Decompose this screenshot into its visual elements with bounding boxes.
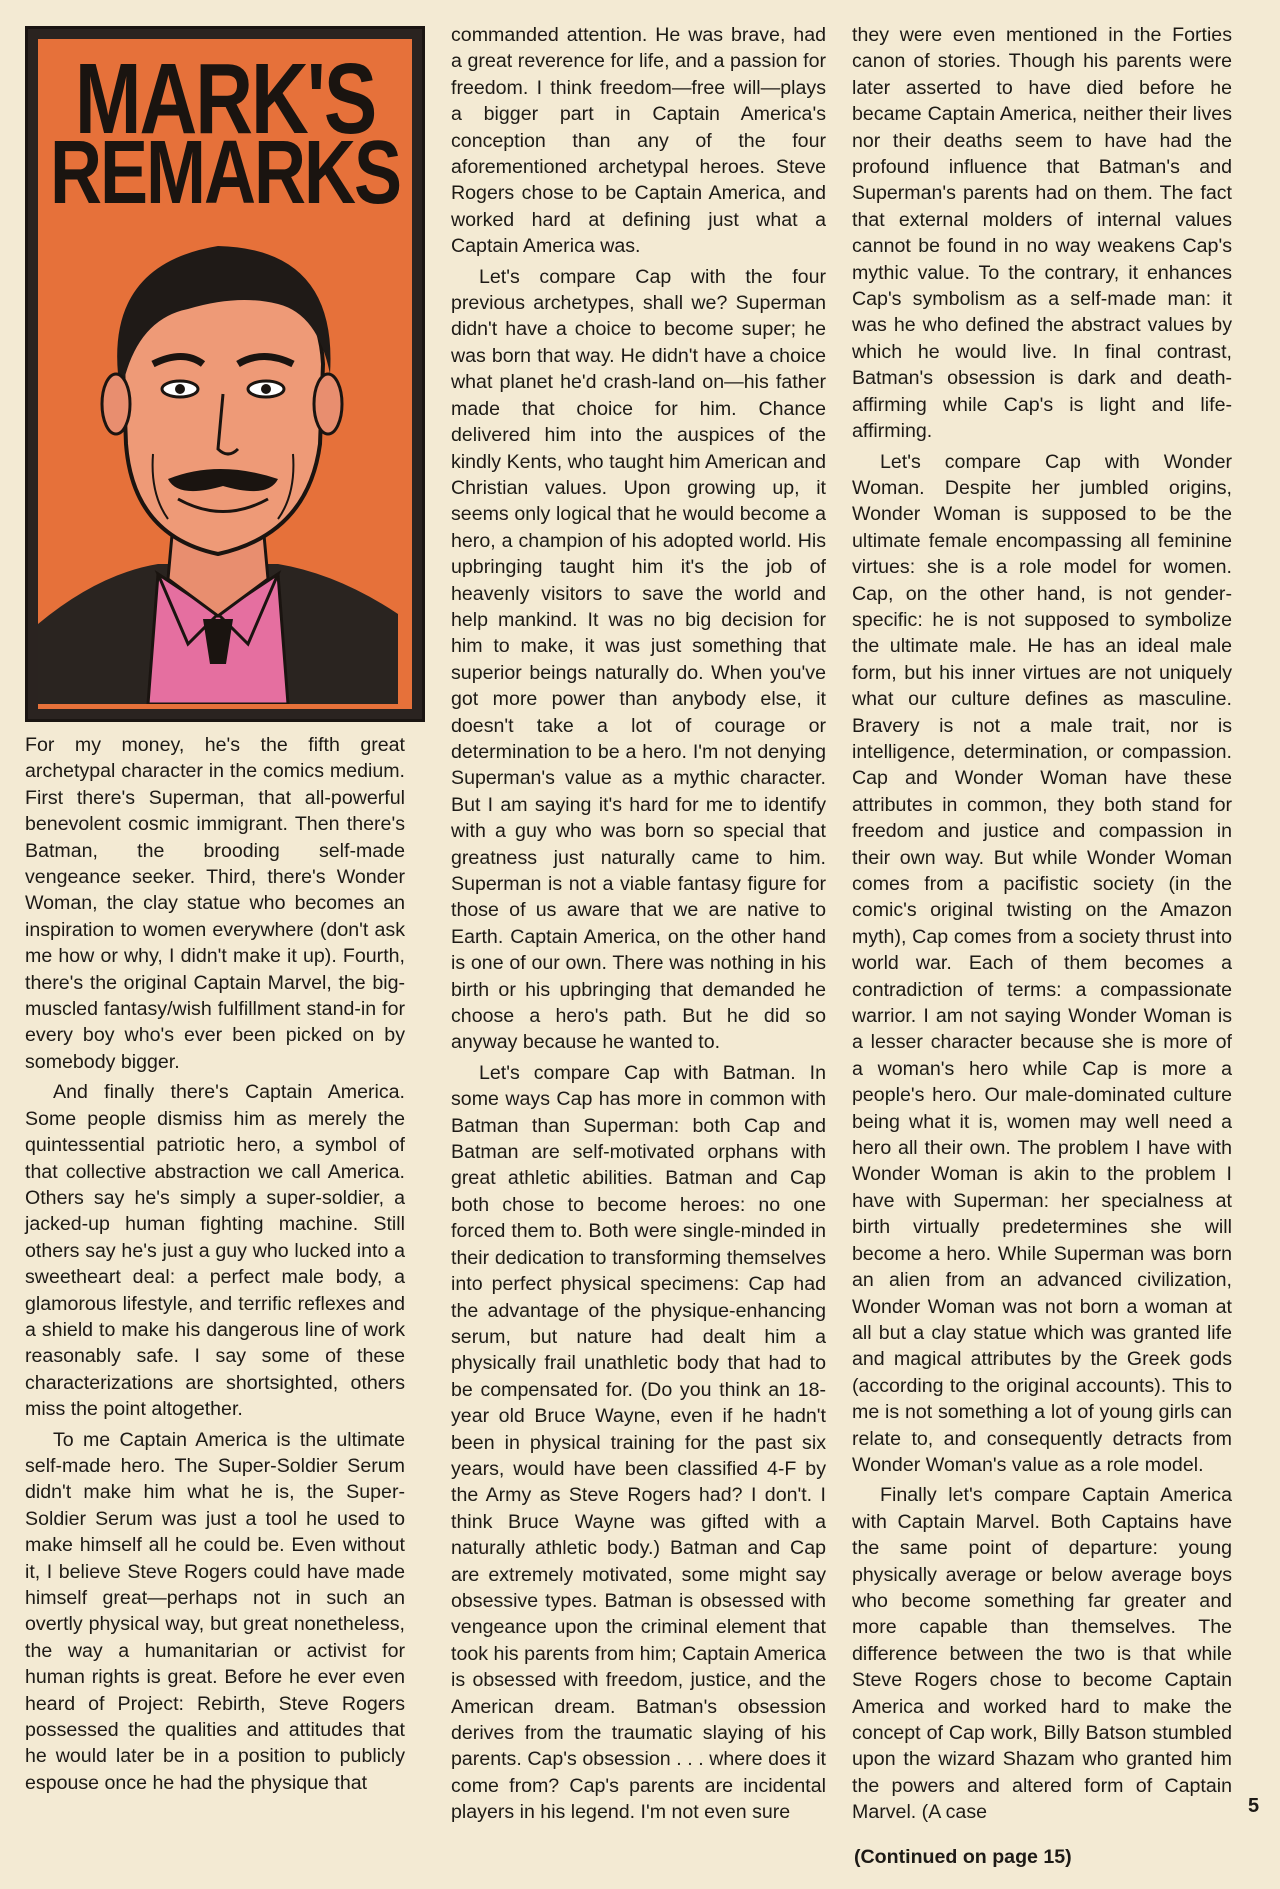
paragraph: Finally let's compare Captain America with Captain Marvel. Both Captains have the same point of departure: young physically average or below average boys who become something far greater and more capable than themselves. The difference between the two is that while Steve Rogers chose to become Captain America and worked hard to make the concept of Cap work, Billy Batson stumbled upon the wizard Shazam who granted him the powers and altered form of Captain Marvel. (A case (852, 1484, 1232, 1824)
continued-note: (Continued on page 15) (854, 1846, 1072, 1868)
article-column-3 (852, 22, 1232, 1830)
paragraph: And finally there's Captain America. Some people dismiss him as merely the quintessential patriotic hero, a symbol of that collective abstraction we call America. Others say he's simply a super-soldier, a jacked-up human fighting machine. Still others say he's just a guy who lucked into a sweetheart deal: a perfect male body, a glamorous lifestyle, and terrific reflexes and a shield to make his dangerous line of work reasonably safe. I say some of these characterizations are shortsighted, others miss the point altogether. (25, 1081, 405, 1421)
paragraph: For my money, he's the fifth great archetypal character in the comics medium. First there's Superman, that all-powerful benevolent cosmic immigrant. Then there's Batman, the brooding self-made vengeance seeker. Third, there's Wonder Woman, the clay statue who becomes an inspiration to women everywhere (don't ask me how or why, I didn't make it up). Fourth, there's the original Captain Marvel, the big-muscled fantasy/wish fulfillment stand-in for every boy who's ever been picked on by somebody bigger. (25, 734, 405, 1073)
paragraph: Let's compare Cap with Batman. In some ways Cap has more in common with Batman than Superman: both Cap and Batman are self-motivated orphans with great athletic abilities. Batman and Cap both chose to become heroes: no one forced them to. Both were single-minded in their dedication to transforming themselves into perfect physical specimens: Cap had the advantage of the physique-enhancing serum, but nature had dealt him a physically frail unathletic body that had to be compensated for. (Do you think an 18-year old Bruce Wayne, even if he hadn't been in physical training for the past six years, would have been classified 4-F by the Army as Steve Rogers had? I don't. I think Bruce Wayne was gifted with a naturally athletic body.) Batman and Cap are extremely motivated, some might say obsessive types. Batman is obsessed with vengeance upon the criminal element that took his parents from him; Captain America is obsessed with freedom, justice, and the American dream. Batman's obsession derives from the traumatic slaying of his parents. Cap's obsession . . . where does it come from? Cap's parents are incidental players in his legend. I'm not even sure (451, 1061, 826, 1824)
page-number: 5 (1248, 1795, 1260, 1817)
header-title-line1: MARK'S (74, 42, 376, 154)
paragraph: they were even mentioned in the Forties canon of stories. Though his parents were later asserted to have died before he became Captain America, neither their lives nor their deaths seem to have had the profound influence that Batman's and Superman's parents had on them. The fact that external molders of internal values cannot be found in no way weakens Cap's mythic value. To the contrary, it enhances Cap's symbolism as a self-made man: it was he who defined the abstract values by which he would live. In final contrast, Batman's obsession is dark and death-affirming while Cap's is light and life-affirming. (852, 24, 1232, 443)
header-panel-background (38, 39, 412, 709)
paragraph: Let's compare Cap with the four previous archetypes, shall we? Superman didn't have a choice to become super; he was born that way. He didn't have a choice what planet he'd crash-land on—his father made that choice for him. Chance delivered him into the auspices of the kindly Kents, who taught him American and Christian values. Upon growing up, it seems only logical that he would become a hero, a champion of his adopted world. His upbringing taught him it's the job of heavenly visitors to save the world and help mankind. It was no big decision for him to make, it was just something that superior beings naturally do. When you've got more power than anybody else, it doesn't take a lot of courage or determination to be a hero. I'm not denying Superman's value as a mythic character. But I am saying it's hard for me to identify with a guy who was born so special that greatness just naturally came to him. Superman is not a viable fantasy figure for those of us aware that we are native to Earth. Captain America, on the other hand is one of our own. There was nothing in his birth or his upbringing that demanded he choose a hero's path. But he did so anyway because he wanted to. (451, 265, 826, 1054)
article-column-2 (451, 22, 826, 1830)
header-title-line2: REMARKS (49, 123, 400, 223)
author-portrait-icon (38, 224, 398, 704)
article-column-1 (25, 732, 405, 1800)
marks-remarks-header-panel (25, 26, 425, 722)
paragraph: commanded attention. He was brave, had a great reverence for life, and a passion for freedom. I think freedom—free will—plays a bigger part in Captain America's conception than any of the four aforementioned archetypal heroes. Steve Rogers chose to be Captain America, and worked hard at defining just what a Captain America was. (451, 24, 826, 258)
paragraph: To me Captain America is the ultimate self-made hero. The Super-Soldier Serum didn't make him what he is, the Super-Soldier Serum was just a tool he used to make himself all he could be. Even without it, I believe Steve Rogers could have made himself great—perhaps not in such an overtly physical way, but great nonetheless, the way a humanitarian or activist for human rights is great. Before he ever even heard of Project: Rebirth, Steve Rogers possessed the qualities and attitudes that he would later be in a position to publicly espouse once he had the physique that (25, 1428, 405, 1794)
paragraph: Let's compare Cap with Wonder Woman. Despite her jumbled origins, Wonder Woman is supposed to be the ultimate female encompassing all feminine virtues: she is a role model for women. Cap, on the other hand, is not gender-specific: he is not supposed to symbolize the ultimate male. He has an ideal male form, but his inner virtues are not uniquely what our culture defines as masculine. Bravery is not a male trait, nor is intelligence, determination, or compassion. Cap and Wonder Woman have these attributes in common, they both stand for freedom and justice and compassion in their own way. But while Wonder Woman comes from a pacifistic society (in the comic's original twisting on the Amazon myth), Cap comes from a society thrust into world war. Each of them becomes a contradiction of terms: a compassionate warrior. I am not saying Wonder Woman is a lesser character because she is more of a woman's hero while Cap is more a people's hero. Our male-dominated culture being what it is, women may well need a hero all their own. The problem I have with Wonder Woman is akin to the problem I have with Superman: her specialness at birth virtually predetermines she will become a hero. While Superman was born an alien from an advanced civilization, Wonder Woman was not born a woman at all but a clay statue which was granted life and magical attributes by the Greek gods (according to the original accounts). This to me is not something a lot of young girls can relate to, and consequently detracts from Wonder Woman's value as a role model. (852, 450, 1232, 1476)
